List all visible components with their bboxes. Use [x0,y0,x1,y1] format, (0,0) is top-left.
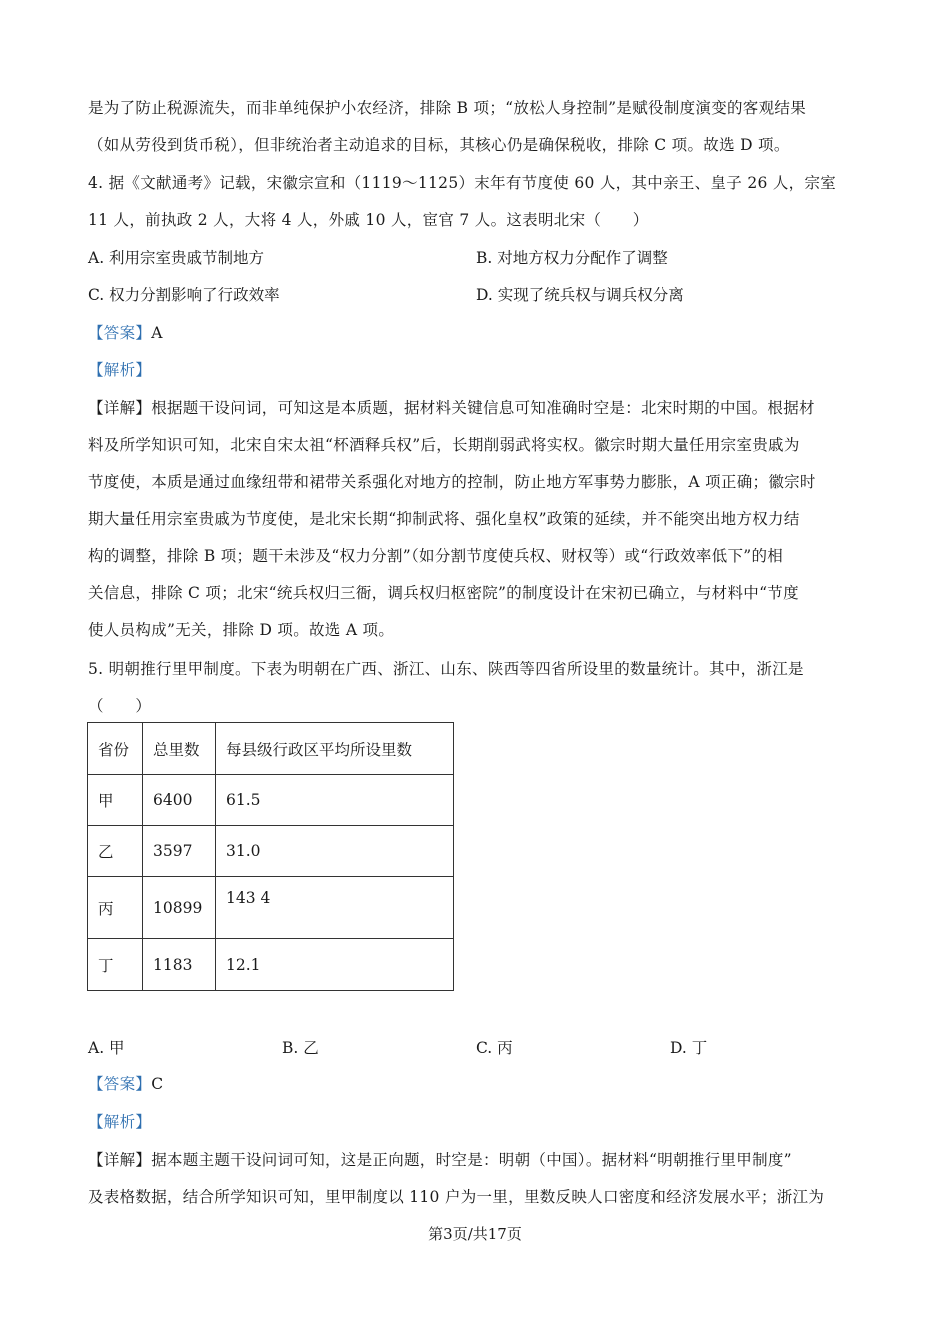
table-header-cell: 每县级行政区平均所设里数 [216,723,454,775]
q5-option-b: B. 乙 [282,1039,319,1057]
table-cell: 12.1 [216,939,454,991]
table-cell: 1183 [143,939,216,991]
table-header-row [88,723,454,775]
answer-value: C [151,1075,164,1093]
q4-detail-line: 关信息，排除 C 项；北宋“统兵权归三衙，调兵权归枢密院”的制度设计在宋初已确立，与材料中“节度 [88,584,799,602]
page-number-footer: 第3页/共17页 [428,1225,522,1243]
detail-tag: 【详解】 [88,1151,152,1169]
q5-option-d: D. 丁 [670,1039,708,1057]
q4-detail-line: 节度使，本质是通过血缘纽带和裙带关系强化对地方的控制，防止地方军事势力膨胀，A 项正确；徽宗时 [88,473,816,491]
answer-tag: 【答案】 [88,1075,152,1093]
q4-detail-line: 使人员构成”无关，排除 D 项。故选 A 项。 [88,621,395,639]
table-row [88,939,454,991]
question-4-stem: 4. 据《文献通考》记载，宋徽宗宣和（1119～1125）末年有节度使 60 人，其中亲王、皇子 26 人，宗室 [88,174,837,192]
question-5-stem: 5. 明朝推行里甲制度。下表为明朝在广西、浙江、山东、陕西等四省所设里的数量统计。其中，浙江是 [88,660,804,678]
q4-option-d: D. 实现了统兵权与调兵权分离 [476,286,684,304]
text-line: （如从劳役到货币税），但非统治者主动追求的目标，其核心仍是确保税收，排除 C 项。故选 D 项。 [88,136,790,154]
q5-option-a: A. 甲 [88,1039,125,1057]
question-4-stem: 11 人，前执政 2 人，大将 4 人，外戚 10 人，宦官 7 人。这表明北宋（ ） [88,211,649,229]
q4-option-a: A. 利用宗室贵戚节制地方 [88,249,265,267]
q5-answer [88,1074,163,1094]
li-count-table [87,722,454,991]
analysis-tag: 【解析】 [88,361,152,379]
table-cell: 6400 [143,775,216,826]
table-cell: 甲 [88,775,143,826]
table-cell: 10899 [143,877,216,939]
table-header-cell: 省份 [88,723,143,775]
q4-option-b: B. 对地方权力分配作了调整 [476,249,668,267]
answer-tag: 【答案】 [88,324,152,342]
table-cell: 乙 [88,826,143,877]
table-cell: 丙 [88,877,143,939]
q4-detail-line: 期大量任用宗室贵戚为节度使，是北宋长期“抑制武将、强化皇权”政策的延续，并不能突出地方权力结 [88,510,800,528]
detail-tag: 【详解】 [88,399,152,417]
table-row [88,775,454,826]
q4-detail-line [88,398,815,418]
q4-option-c: C. 权力分割影响了行政效率 [88,286,280,304]
q4-detail-line: 构的调整，排除 B 项；题干未涉及“权力分割”（如分割节度使兵权、财权等）或“行政效率低下”的相 [88,547,784,565]
q5-option-c: C. 丙 [476,1039,513,1057]
q4-analysis-heading [88,360,151,380]
table-cell: 143 4 [216,877,454,939]
answer-value: A [151,324,163,342]
table-cell: 丁 [88,939,143,991]
table-cell: 61.5 [216,775,454,826]
table-row [88,877,454,939]
text-line: 是为了防止税源流失，而非单纯保护小农经济，排除 B 项；“放松人身控制”是赋役制度演变的客观结果 [88,99,806,117]
question-5-stem: （ ） [88,697,152,715]
q5-detail-line [88,1150,792,1170]
detail-text: 据本题主题干设问词可知，这是正向题，时空是：明朝（中国）。据材料“明朝推行里甲制度” [151,1151,792,1169]
table-cell: 3597 [143,826,216,877]
table-row [88,826,454,877]
q5-detail-line: 及表格数据，结合所学知识可知，里甲制度以 110 户为一里，里数反映人口密度和经济发展水平；浙江为 [88,1188,825,1206]
detail-text: 根据题干设问词，可知这是本质题，据材料关键信息可知准确时空是：北宋时期的中国。根据材 [151,399,815,417]
analysis-tag: 【解析】 [88,1113,152,1131]
q4-detail-line: 料及所学知识可知，北宋自宋太祖“杯酒释兵权”后，长期削弱武将实权。徽宗时期大量任用宗室贵戚为 [88,436,800,454]
table-header-cell: 总里数 [143,723,216,775]
q4-answer [88,323,163,343]
q5-analysis-heading [88,1112,151,1132]
table-cell: 31.0 [216,826,454,877]
